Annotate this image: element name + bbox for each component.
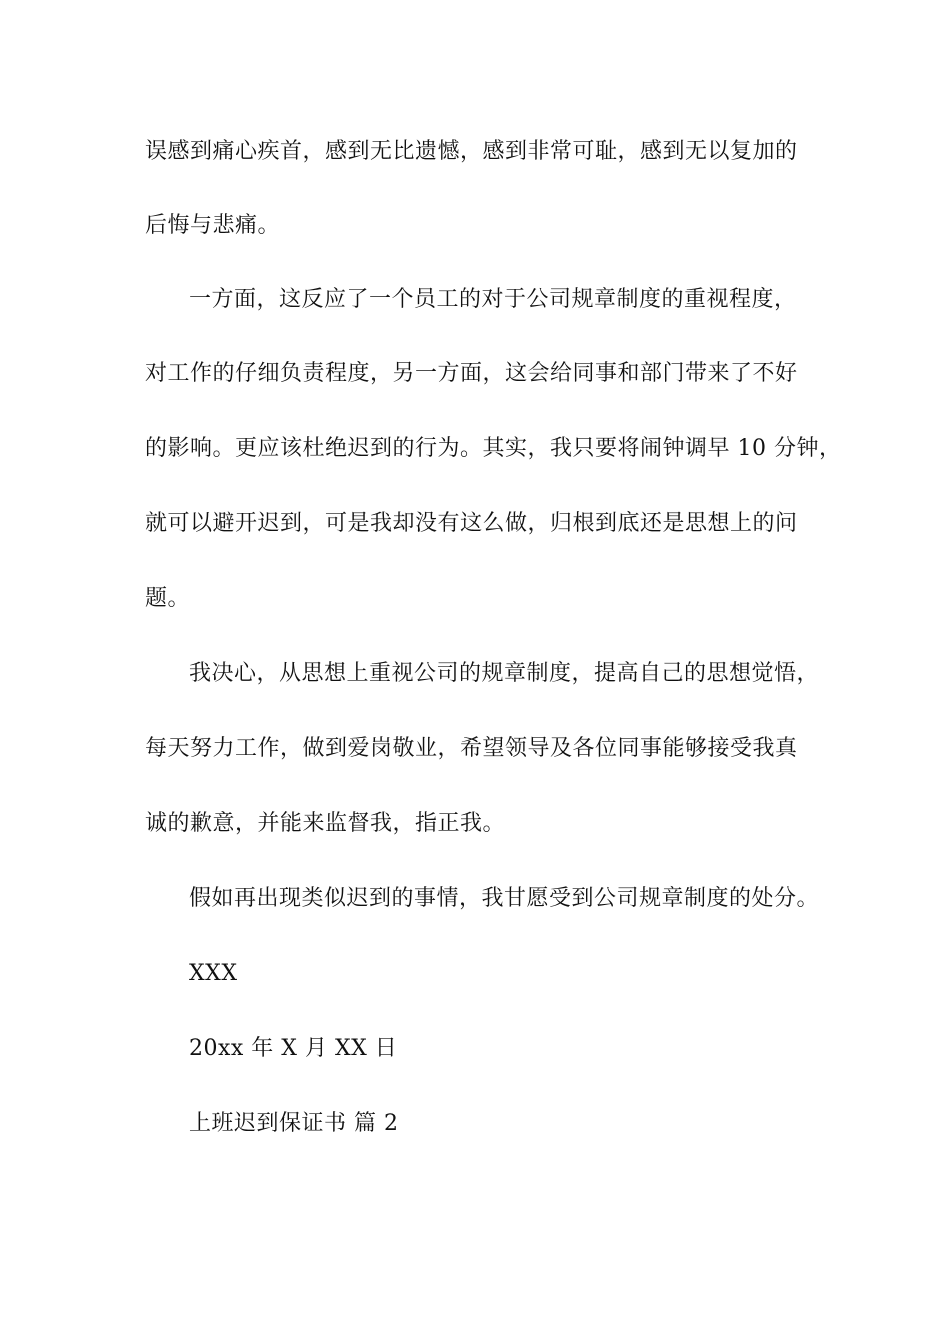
text-line: 题。: [145, 586, 191, 611]
paragraph-start-line: 假如再出现类似迟到的事情，我甘愿受到公司规章制度的处分。: [189, 886, 820, 911]
signature-name: XXX: [189, 961, 238, 986]
signature-date: 20xx 年 X 月 XX 日: [189, 1036, 398, 1061]
section-heading: 上班迟到保证书 篇 2: [189, 1111, 399, 1136]
text-line: 对工作的仔细负责程度，另一方面，这会给同事和部门带来了不好: [145, 361, 798, 386]
text-line: 的影响。更应该杜绝迟到的行为。其实，我只要将闹钟调早 10 分钟，: [145, 436, 842, 461]
text-line: 误感到痛心疾首，感到无比遗憾，感到非常可耻，感到无以复加的: [145, 139, 798, 164]
text-line: 每天努力工作，做到爱岗敬业，希望领导及各位同事能够接受我真: [145, 736, 798, 761]
text-line: 后悔与悲痛。: [145, 213, 281, 238]
paragraph-start-line: 我决心，从思想上重视公司的规章制度，提高自己的思想觉悟，: [189, 661, 820, 686]
text-line: 就可以避开迟到，可是我却没有这么做，归根到底还是思想上的问: [145, 511, 798, 536]
paragraph-start-line: 一方面，这反应了一个员工的对于公司规章制度的重视程度，: [189, 287, 797, 312]
text-line: 诚的歉意，并能来监督我，指正我。: [145, 811, 506, 836]
